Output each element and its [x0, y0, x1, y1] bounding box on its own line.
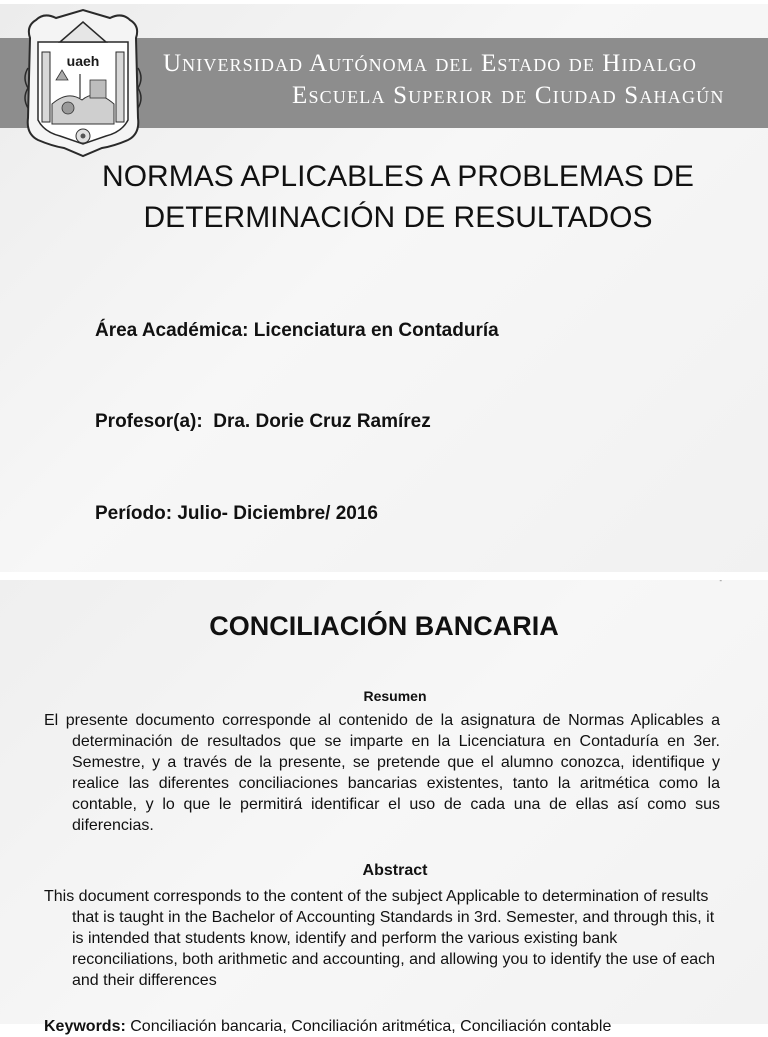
content-slide	[0, 576, 768, 1035]
university-name: Universidad Autónoma del Estado de Hidalgo	[163, 50, 698, 77]
presentation-title: NORMAS APLICABLES A PROBLEMAS DE DETERMINACIÓN DE RESULTADOS	[102, 160, 694, 234]
abstract-heading: Abstract	[362, 862, 428, 879]
university-crest-logo	[22, 8, 144, 158]
crest-logo-text: uaeh	[66, 53, 100, 69]
academic-area: Área Académica: Licenciatura en Contaduría	[95, 320, 499, 341]
period: Período: Julio- Diciembre/ 2016	[95, 503, 378, 524]
keywords-label: Keywords:	[44, 1018, 126, 1035]
keywords-text: Conciliación bancaria, Conciliación aritmética, Conciliación contable	[125, 1018, 612, 1035]
resumen-paragraph: El presente documento corresponde al contenido de la asignatura de Normas Aplicables a determinación de resultados que se imparte en la Licenciatura en Contaduría en 3er. Semestre, y a través de la presente, se pretende que el alumno conozca, identifique y realice las diferentes conciliaciones bancarias existentes, tanto la aritmética como la contable, y lo que le permitirá identificar el uso de cada una de ellas así como sus diferencias.	[44, 712, 720, 834]
title-slide	[0, 4, 768, 572]
keywords-line	[44, 1016, 611, 1037]
corner-mark: -	[719, 576, 722, 585]
professor: Profesor(a): Dra. Dorie Cruz Ramírez	[95, 411, 431, 432]
school-name: Escuela Superior de Ciudad Sahagún	[292, 82, 725, 109]
resumen-heading: Resumen	[363, 688, 427, 704]
section-title: CONCILIACIÓN BANCARIA	[209, 611, 559, 641]
abstract-paragraph: This document corresponds to the content of the subject Applicable to determination of results that is taught in the Bachelor of Accounting Standards in 3rd. Semester, and through this, it is intended that students know, identify and perform the various existing bank reconciliations, both arithmetic and accounting, and allowing you to identify the use of each and their differences	[44, 888, 716, 989]
